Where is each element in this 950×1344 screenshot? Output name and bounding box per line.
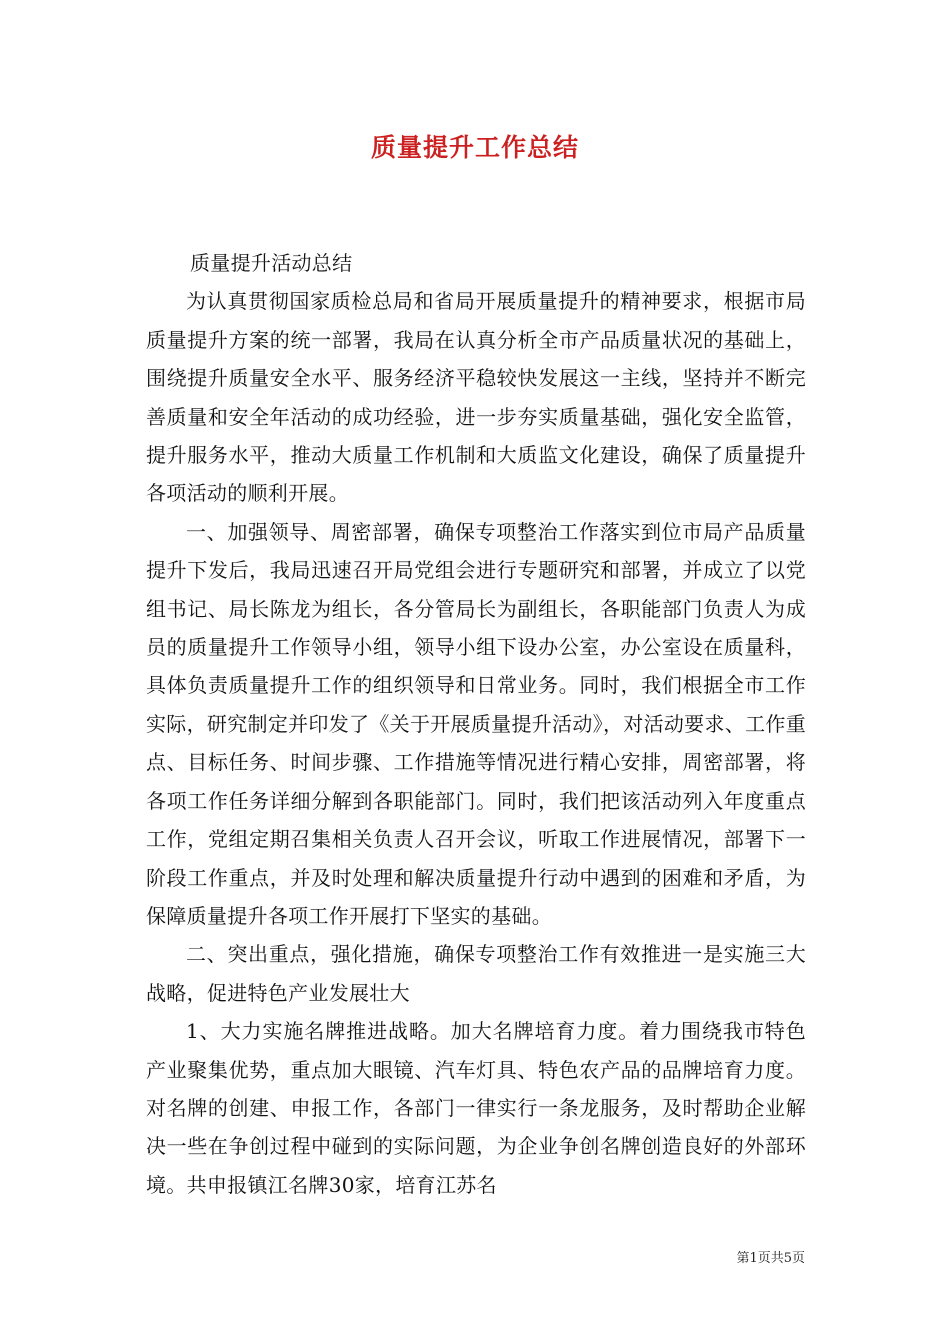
document-body [146, 244, 806, 1204]
paragraph-brand-strategy: 1、大力实施名牌推进战略。加大名牌培育力度。着力围绕我市特色产业聚集优势，重点加大眼镜、汽车灯具、特色农产品的品牌培育力度。对名牌的创建、申报工作，各部门一律实行一条龙服务，及时帮助企业解决一些在争创过程中碰到的实际问题，为企业争创名牌创造良好的外部环境。共申报镇江名牌30家，培育江苏名 [146, 1019, 806, 1197]
page-title: 质量提升工作总结 [370, 133, 579, 162]
paragraph-section-one: 一、加强领导、周密部署，确保专项整治工作落实到位市局产品质量提升下发后，我局迅速召开局党组会进行专题研究和部署，并成立了以党组书记、局长陈龙为组长，各分管局长为副组长，各职能部门负责人为成员的质量提升工作领导小组，领导小组下设办公室，办公室设在质量科，具体负责质量提升工作的组织领导和日常业务。同时，我们根据全市工作实际，研究制定并印发了《关于开展质量提升活动》，对活动要求、工作重点、目标任务、时间步骤、工作措施等情况进行精心安排，周密部署，将各项工作任务详细分解到各职能部门。同时，我们把该活动列入年度重点工作，党组定期召集相关负责人召开会议，听取工作进展情况，部署下一阶段工作重点，并及时处理和解决质量提升行动中遇到的困难和矛盾，为保障质量提升各项工作开展打下坚实的基础。 [146, 519, 806, 928]
page-number: 第1页共5页 [736, 1251, 805, 1266]
paragraph-intro: 为认真贯彻国家质检总局和省局开展质量提升的精神要求，根据市局质量提升方案的统一部署，我局在认真分析全市产品质量状况的基础上，围绕提升质量安全水平、服务经济平稳较快发展这一主线，坚持并不断完善质量和安全年活动的成功经验，进一步夯实质量基础，强化安全监管，提升服务水平，推动大质量工作机制和大质监文化建设，确保了质量提升各项活动的顺利开展。 [146, 289, 806, 506]
paragraph-section-two: 二、突出重点，强化措施，确保专项整治工作有效推进一是实施三大战略，促进特色产业发展壮大 [146, 942, 806, 1005]
section-subtitle: 质量提升活动总结 [190, 251, 353, 275]
